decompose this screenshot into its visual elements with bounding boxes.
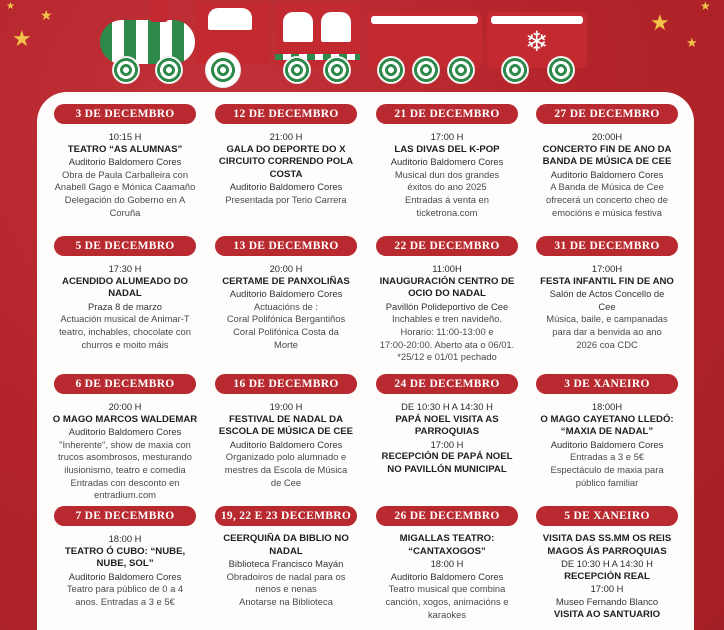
event-venue: Auditorio Baldomero Cores bbox=[229, 288, 343, 300]
event-desc: éxitos do ano 2025 bbox=[407, 181, 487, 193]
event-venue: Salón de Actos Concello de bbox=[549, 288, 665, 300]
event-desc: Delegación do Goberno en A bbox=[64, 193, 186, 205]
event-time: 17:00H bbox=[591, 263, 623, 274]
event-item bbox=[372, 236, 522, 364]
event-date-badge: 16 DE DECEMBRO bbox=[215, 374, 357, 394]
event-title: VISITA AO SANTUARIO bbox=[553, 608, 661, 620]
event-item bbox=[532, 506, 682, 621]
event-date-badge: 7 DE DECEMBRO bbox=[54, 506, 196, 526]
event-desc: Musical dun dos grandes bbox=[394, 168, 500, 180]
event-desc: "Inherente", show de maxia con bbox=[59, 438, 191, 450]
event-title: MAGOS ÁS PARROQUIAS bbox=[547, 545, 667, 557]
event-desc: 2026 coa CDC bbox=[576, 338, 638, 350]
event-time: 19:00 H bbox=[269, 401, 303, 412]
event-title: ESCOLA DE MÚSICA DE CEE bbox=[218, 426, 354, 438]
event-desc: Teatro para público de 0 a 4 bbox=[66, 583, 184, 595]
event-title: TEATRO “AS ALUMNAS” bbox=[67, 143, 183, 155]
event-desc: A Banda de Música de Cee bbox=[550, 181, 664, 193]
event-time: 17:00 H bbox=[430, 131, 464, 142]
event-desc: Morte bbox=[274, 338, 298, 350]
event-desc: trucos asombrosos, mesturando bbox=[58, 451, 192, 463]
event-desc: Entradas a 3 e 5€ bbox=[569, 451, 644, 463]
event-venue: Auditorio Baldomero Cores bbox=[390, 156, 504, 168]
train-car bbox=[487, 12, 587, 68]
event-time: 21:00 H bbox=[269, 131, 303, 142]
event-title: TEATRO Ó CUBO: “NUBE, bbox=[64, 545, 186, 557]
event-title: PAPÁ NOEL VISITA AS bbox=[395, 413, 499, 425]
event-title: “CANTAXOGOS” bbox=[408, 545, 486, 557]
event-title: CERTAME DE PANXOLIÑAS bbox=[222, 275, 350, 287]
event-title: LAS DIVAS DEL K-POP bbox=[394, 143, 500, 155]
event-item bbox=[50, 374, 200, 502]
event-item bbox=[372, 374, 522, 477]
event-desc: 17:00-20:00. Aberto ata o 06/01. bbox=[379, 338, 515, 350]
event-desc: ofrecerá un concerto cheo de bbox=[546, 193, 668, 205]
event-time: DE 10:30 H A 14:30 H bbox=[401, 401, 493, 412]
event-time: 17:00 H bbox=[590, 583, 624, 595]
event-desc: Actuación musical de Animar-T bbox=[60, 313, 190, 325]
snowflake-icon: ❄ bbox=[525, 26, 549, 57]
event-date-badge: 13 DE DECEMBRO bbox=[215, 236, 357, 256]
event-title: NO PAVILLÓN MUNICIPAL bbox=[387, 463, 507, 475]
event-desc: Música, baile, e campanadas bbox=[546, 313, 668, 325]
event-venue: Auditorio Baldomero Cores bbox=[68, 156, 182, 168]
event-title: NADAL bbox=[108, 288, 142, 300]
event-time: 20:00 H bbox=[269, 263, 303, 274]
event-title: CIRCUITO CORRENDO POLA bbox=[218, 156, 354, 168]
event-desc: *25/12 e 01/01 pechado bbox=[397, 351, 497, 363]
event-item bbox=[532, 374, 682, 489]
event-venue: Auditorio Baldomero Cores bbox=[68, 570, 182, 582]
event-desc: Actuacións de : bbox=[253, 300, 319, 312]
event-date-badge: 26 DE DECEMBRO bbox=[376, 506, 518, 526]
event-item bbox=[532, 236, 682, 351]
event-desc: teatro, inchables, chocolate con bbox=[59, 325, 191, 337]
event-time: 20:00 H bbox=[108, 401, 142, 412]
event-title: “MAXIA DE NADAL” bbox=[560, 426, 654, 438]
event-venue: Auditorio Baldomero Cores bbox=[229, 181, 343, 193]
event-desc: Coral Polifónica Costa da bbox=[233, 325, 339, 337]
event-title: FESTA INFANTIL FIN DE ANO bbox=[540, 275, 674, 287]
event-title: CEERQUIÑA DA BIBLIO NO bbox=[223, 533, 349, 544]
event-desc: churros e moito máis bbox=[81, 338, 169, 350]
event-item bbox=[211, 374, 361, 489]
train-engine bbox=[100, 10, 270, 68]
event-time: 17:00 H bbox=[430, 438, 464, 450]
event-title: CONCERTO FIN DE ANO DA bbox=[542, 143, 672, 155]
event-item bbox=[211, 506, 361, 609]
event-desc: Anabell Gago e Mónica Caamaño bbox=[54, 181, 196, 193]
event-item bbox=[50, 104, 200, 219]
event-title: BANDA DE MÚSICA DE CEE bbox=[542, 156, 672, 168]
event-desc: ilusionismo, teatro e comedia bbox=[64, 463, 186, 475]
event-item bbox=[372, 506, 522, 621]
event-venue: Auditorio Baldomero Cores bbox=[390, 570, 504, 582]
event-title: O MAGO CAYETANO LLEDÓ: bbox=[540, 413, 674, 425]
event-desc: de Cee bbox=[270, 476, 302, 488]
event-desc: canción, xogos, animacións e bbox=[385, 595, 509, 607]
event-desc: Coral Polifónica Bergantiños bbox=[226, 313, 346, 325]
event-date-badge: 3 DE XANEIRO bbox=[536, 374, 678, 394]
star-icon: ★ bbox=[6, 1, 15, 12]
event-title: O MAGO MARCOS WALDEMAR bbox=[52, 413, 198, 425]
event-date-badge: 31 DE DECEMBRO bbox=[536, 236, 678, 256]
event-venue: Praza 8 de marzo bbox=[88, 300, 162, 312]
event-time: DE 10:30 H A 14:30 H bbox=[561, 558, 653, 570]
event-time: 17:30 H bbox=[108, 263, 142, 274]
event-date-badge: 5 DE XANEIRO bbox=[536, 506, 678, 526]
event-item bbox=[50, 236, 200, 351]
event-desc: Anotarse na Biblioteca bbox=[239, 595, 333, 607]
event-venue: Auditorio Baldomero Cores bbox=[550, 168, 664, 180]
star-icon: ★ bbox=[650, 10, 670, 35]
event-venue: Auditorio Baldomero Cores bbox=[229, 438, 343, 450]
event-venue: Auditorio Baldomero Cores bbox=[68, 426, 182, 438]
event-desc: Entradas á venta en bbox=[405, 193, 489, 205]
event-date-badge: 19, 22 E 23 DECEMBRO bbox=[215, 506, 357, 526]
star-icon: ★ bbox=[686, 35, 698, 50]
event-item bbox=[211, 104, 361, 207]
event-title: NUBE, SOL” bbox=[96, 558, 154, 570]
star-icon: ★ bbox=[12, 26, 32, 51]
event-title: VISITA DAS SS.MM OS REIS bbox=[542, 533, 672, 544]
event-desc: para dar a benvida ao ano bbox=[552, 325, 662, 337]
event-title: FESTIVAL DE NADAL DA bbox=[228, 413, 344, 425]
event-date-badge: 21 DE DECEMBRO bbox=[376, 104, 518, 124]
event-item bbox=[532, 104, 682, 219]
event-title: RECEPCIÓN REAL bbox=[564, 570, 650, 582]
event-desc: mestres da Escola de Música bbox=[224, 463, 348, 475]
event-item bbox=[372, 104, 522, 219]
event-desc: Organizado polo alumnado e bbox=[225, 451, 347, 463]
event-time: 20:00H bbox=[591, 131, 623, 142]
event-time: 18:00 H bbox=[430, 558, 464, 570]
event-date-badge: 12 DE DECEMBRO bbox=[215, 104, 357, 124]
event-desc: ticketrona.com bbox=[416, 206, 478, 218]
event-desc: anos. Entradas a 3 e 5€ bbox=[75, 595, 175, 607]
events-card bbox=[37, 92, 694, 630]
event-time: 18:00H bbox=[591, 401, 623, 412]
star-icon: ★ bbox=[700, 0, 711, 13]
event-desc: Inchables e tren navideño. bbox=[392, 313, 502, 325]
event-venue: Auditorio Baldomero Cores bbox=[550, 438, 664, 450]
event-date-badge: 27 DE DECEMBRO bbox=[536, 104, 678, 124]
event-title: MIGALLAS TEATRO: bbox=[399, 533, 495, 544]
event-desc: karaokes bbox=[427, 608, 467, 620]
event-title: NADAL bbox=[269, 545, 303, 557]
train-car bbox=[367, 12, 482, 68]
train-illustration bbox=[95, 0, 595, 92]
event-desc: público familiar bbox=[575, 476, 639, 488]
event-time: 11:00H bbox=[432, 263, 462, 274]
event-date-badge: 5 DE DECEMBRO bbox=[54, 236, 196, 256]
event-time: 18:00 H bbox=[108, 533, 142, 544]
event-desc: Teatro musical que combina bbox=[388, 583, 506, 595]
event-date-badge: 22 DE DECEMBRO bbox=[376, 236, 518, 256]
event-venue: Biblioteca Francisco Mayán bbox=[228, 558, 344, 570]
event-desc: emocións e música festiva bbox=[552, 206, 662, 218]
event-desc: Coruña bbox=[109, 206, 141, 218]
event-date-badge: 3 DE DECEMBRO bbox=[54, 104, 196, 124]
event-title: RECEPCIÓN DE PAPÁ NOEL bbox=[381, 451, 513, 463]
event-desc: entradium.com bbox=[93, 489, 156, 501]
event-item bbox=[50, 506, 200, 609]
event-desc: Espectáculo de maxia para bbox=[550, 463, 664, 475]
event-venue: Cee bbox=[598, 300, 616, 312]
event-title: INAUGURACIÓN CENTRO DE bbox=[379, 275, 515, 287]
event-date-badge: 24 DE DECEMBRO bbox=[376, 374, 518, 394]
event-title: PARROQUIAS bbox=[414, 426, 480, 438]
event-desc: Presentada por Terio Carrera bbox=[225, 193, 347, 205]
train-car bbox=[275, 2, 360, 68]
event-title: GALA DO DEPORTE DO X bbox=[226, 143, 346, 155]
event-venue: Pavillón Polideportivo de Cee bbox=[385, 300, 509, 312]
event-desc: Horario: 11:00-13:00 e bbox=[400, 325, 494, 337]
event-title: OCIO DO NADAL bbox=[408, 288, 486, 300]
event-title: ACENDIDO ALUMEADO DO bbox=[62, 275, 188, 287]
event-desc: Obradoiros de nadal para os bbox=[226, 570, 346, 582]
star-icon: ★ bbox=[40, 7, 53, 23]
event-date-badge: 6 DE DECEMBRO bbox=[54, 374, 196, 394]
event-desc: Obra de Paula Carballeira con bbox=[61, 168, 189, 180]
event-item bbox=[211, 236, 361, 351]
event-desc: nenos e nenas bbox=[255, 583, 317, 595]
event-venue: Museo Fernando Blanco bbox=[555, 595, 659, 607]
event-title: COSTA bbox=[269, 168, 303, 180]
event-desc: Entradas con desconto en bbox=[70, 476, 180, 488]
event-time: 10:15 H bbox=[108, 131, 142, 142]
